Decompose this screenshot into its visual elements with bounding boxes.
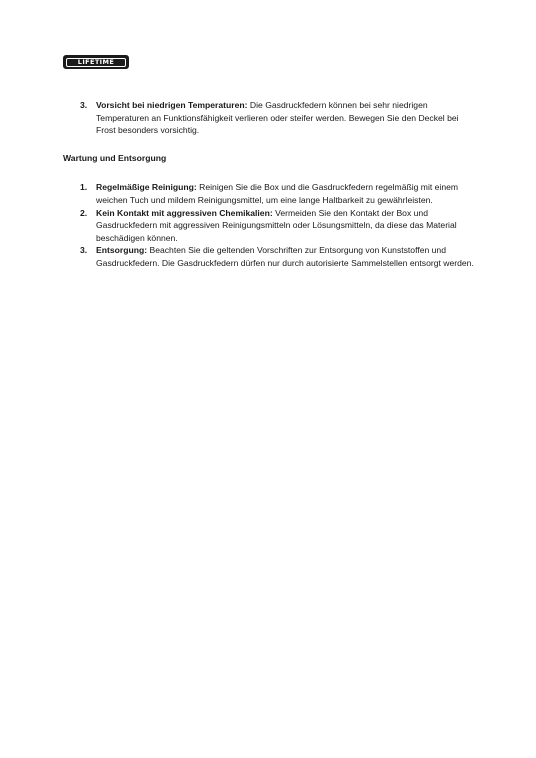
list-item-number: 3. <box>80 100 88 110</box>
list-item-text: Reinigen Sie die Box und die Gasdruckfedern regelmäßig mit einem weichen Tuch und mildem Reinigungsmittel, um eine lange Haltbarkeit zu gewährleisten. <box>96 182 459 205</box>
list-item-text: Beachten Sie die geltenden Vorschriften zur Entsorgung von Kunststoffen und Gasdruckfedern. Die Gasdruckfedern dürfen nur durch autorisierte Sammelstellen entsorgt werden. <box>96 245 474 268</box>
document-body <box>63 99 475 270</box>
list-item-text: Die Gasdruckfedern können bei sehr niedrigen Temperaturen an Funktionsfähigkeit verlieren oder steifer werden. Bewegen Sie den Deckel bei Frost besonders vorsichtig. <box>96 100 459 136</box>
list-item <box>63 207 475 245</box>
list-item <box>63 244 475 269</box>
list-item-title: Entsorgung: <box>96 245 148 256</box>
list-item-title: Regelmäßige Reinigung: <box>96 182 197 193</box>
lifetime-logo <box>63 55 129 69</box>
precautions-list <box>63 99 475 137</box>
list-item-number: 3. <box>80 245 88 256</box>
logo-frame <box>66 58 126 67</box>
list-item-title: Vorsicht bei niedrigen Temperaturen: <box>96 100 248 110</box>
list-item-number: 2. <box>80 207 88 218</box>
list-item-number: 1. <box>80 182 88 193</box>
list-item <box>63 99 475 137</box>
logo-text: LIFETIME <box>77 57 115 66</box>
maintenance-list <box>63 181 475 269</box>
list-item <box>63 181 475 206</box>
list-item-text: Vermeiden Sie den Kontakt der Box und Gasdruckfedern mit aggressiven Reinigungsmitteln oder Lösungsmitteln, da diese das Material beschädigen können. <box>96 207 457 243</box>
list-item-title: Kein Kontakt mit aggressiven Chemikalien: <box>96 207 273 218</box>
section-heading: Wartung und Entsorgung <box>63 152 167 163</box>
